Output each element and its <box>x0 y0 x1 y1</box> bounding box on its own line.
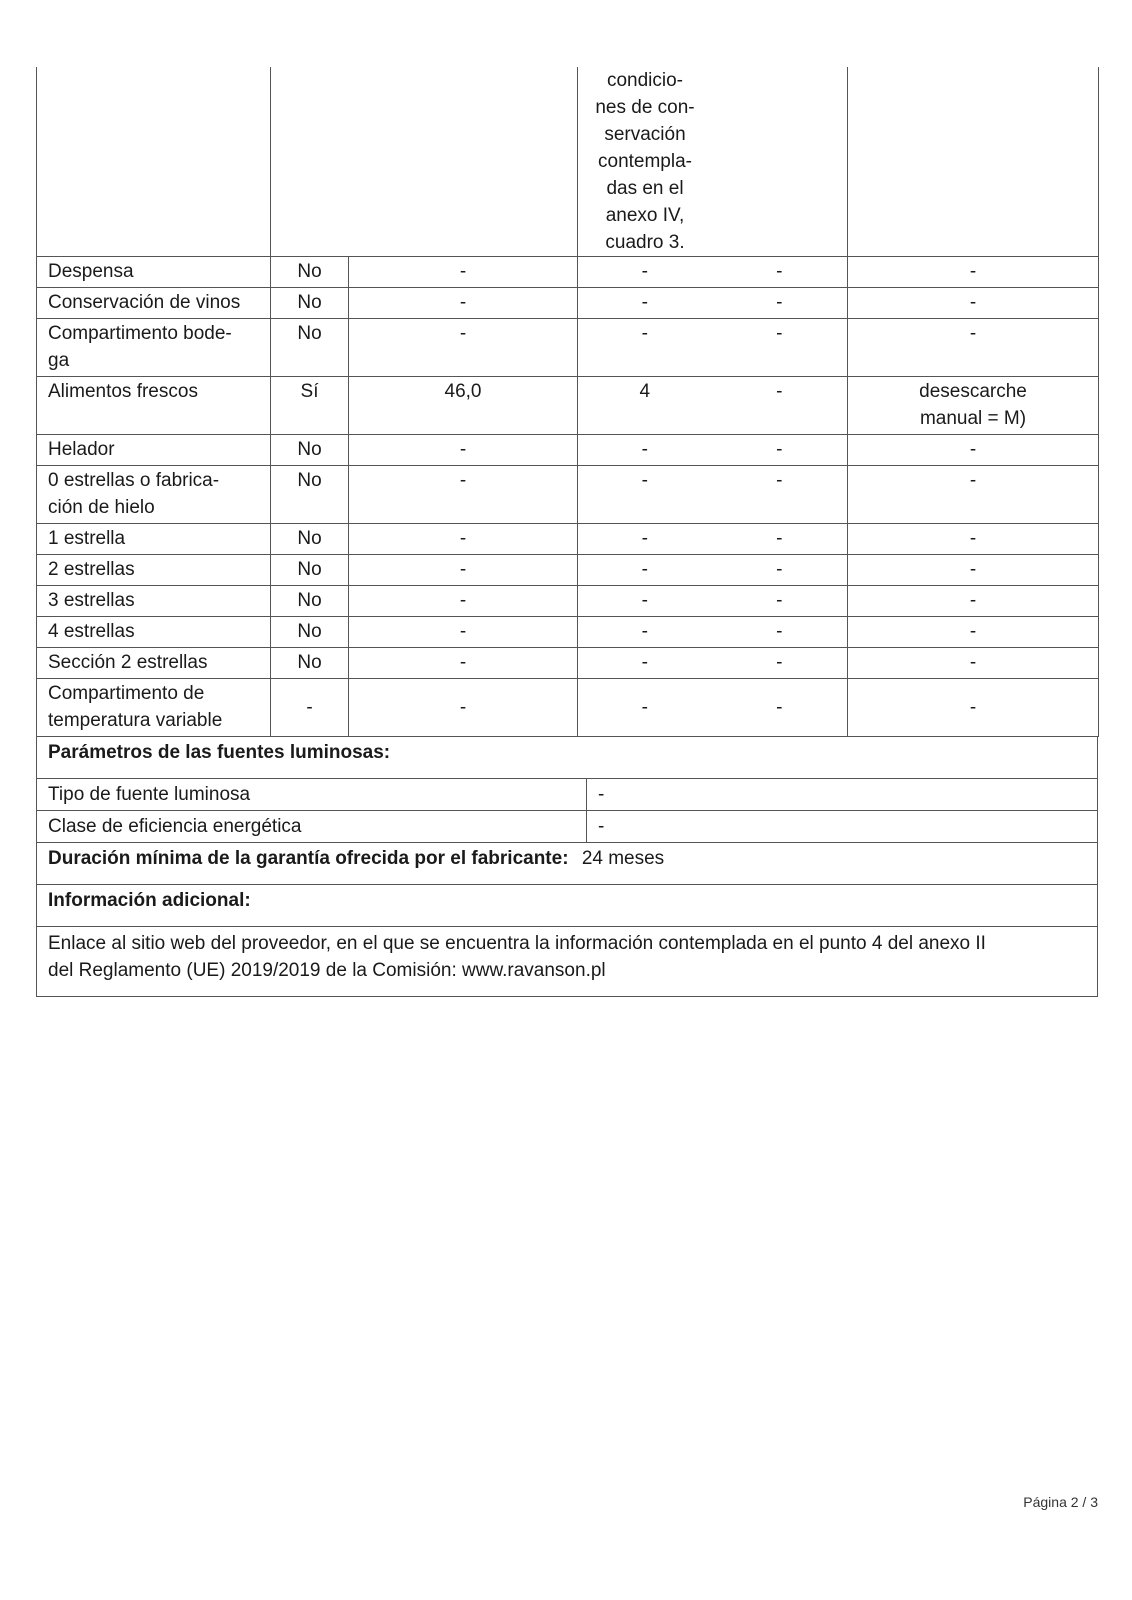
compartment-temperature: - <box>578 466 712 524</box>
compartment-freezing: - <box>712 435 848 466</box>
compartment-freezing: - <box>712 257 848 288</box>
compartment-name: 1 estrella <box>37 524 271 555</box>
compartment-freezing: - <box>712 648 848 679</box>
compartment-name: Alimentos frescos <box>37 377 271 435</box>
warranty-value: 24 meses <box>581 848 665 869</box>
compartment-defrost: - <box>848 586 1099 617</box>
compartment-freezing: - <box>712 377 848 435</box>
compartment-freezing: - <box>712 617 848 648</box>
compartment-defrost: - <box>848 648 1099 679</box>
compartment-defrost: - <box>848 555 1099 586</box>
compartment-defrost: desescarche manual = M) <box>848 377 1099 435</box>
compartment-volume: - <box>349 586 578 617</box>
cell-empty <box>271 67 349 257</box>
compartment-defrost: - <box>848 288 1099 319</box>
light-type-value: - <box>598 784 605 805</box>
light-heading: Parámetros de las fuentes luminosas: <box>48 742 391 763</box>
compartment-volume: - <box>349 555 578 586</box>
compartment-defrost: - <box>848 679 1099 737</box>
compartment-freezing: - <box>712 524 848 555</box>
compartment-defrost: - <box>848 319 1099 377</box>
compartment-present: Sí <box>271 377 349 435</box>
compartment-present: No <box>271 319 349 377</box>
compartment-present: No <box>271 288 349 319</box>
table-row <box>37 679 1099 737</box>
table-row <box>37 524 1099 555</box>
compartment-temperature: - <box>578 555 712 586</box>
compartment-present: No <box>271 466 349 524</box>
additional-heading: Información adicional: <box>37 884 1097 926</box>
compartment-name: 0 estrellas o fabrica- ción de hielo <box>37 466 271 524</box>
compartment-temperature: - <box>578 435 712 466</box>
compartment-volume: - <box>349 288 578 319</box>
compartment-present: No <box>271 586 349 617</box>
light-type-row <box>37 778 1097 810</box>
compartment-volume: - <box>349 435 578 466</box>
light-class-value: - <box>598 816 605 837</box>
compartment-temperature: - <box>578 586 712 617</box>
compartment-present: - <box>271 679 349 737</box>
conservation-note: condicio- nes de con- servación contempla- das en el anexo IV, cuadro 3. <box>595 70 695 253</box>
compartment-freezing: - <box>712 555 848 586</box>
compartment-name: Compartimento bode- ga <box>37 319 271 377</box>
compartment-present: No <box>271 555 349 586</box>
table-row <box>37 257 1099 288</box>
cell-empty <box>848 67 1099 257</box>
cell-empty <box>37 67 271 257</box>
compartment-freezing: - <box>712 466 848 524</box>
compartment-volume: - <box>349 466 578 524</box>
table-row <box>37 435 1099 466</box>
compartment-present: No <box>271 435 349 466</box>
compartment-defrost: - <box>848 524 1099 555</box>
light-class-label: Clase de eficiencia energética <box>37 811 587 842</box>
light-class-row <box>37 810 1097 842</box>
compartment-name: 3 estrellas <box>37 586 271 617</box>
compartment-temperature: - <box>578 319 712 377</box>
table-row <box>37 466 1099 524</box>
compartment-temperature: - <box>578 617 712 648</box>
compartment-volume: - <box>349 648 578 679</box>
compartment-defrost: - <box>848 257 1099 288</box>
compartments-table <box>36 67 1099 737</box>
compartment-freezing: - <box>712 586 848 617</box>
compartment-volume: - <box>349 617 578 648</box>
compartment-name: Despensa <box>37 257 271 288</box>
lower-block <box>36 737 1098 997</box>
compartment-name: Conservación de vinos <box>37 288 271 319</box>
table-row <box>37 555 1099 586</box>
compartment-present: No <box>271 617 349 648</box>
table-row <box>37 586 1099 617</box>
compartment-name: 4 estrellas <box>37 617 271 648</box>
cell-empty <box>578 67 848 257</box>
table-row <box>37 288 1099 319</box>
compartment-temperature: - <box>578 648 712 679</box>
compartment-name: 2 estrellas <box>37 555 271 586</box>
warranty-label: Duración mínima de la garantía ofrecida por el fabricante: <box>48 848 569 869</box>
compartment-present: No <box>271 648 349 679</box>
table-row <box>37 617 1099 648</box>
compartment-defrost: - <box>848 435 1099 466</box>
compartment-temperature: - <box>578 257 712 288</box>
compartment-temperature: 4 <box>578 377 712 435</box>
compartment-present: No <box>271 257 349 288</box>
compartment-volume: - <box>349 524 578 555</box>
compartment-name: Helador <box>37 435 271 466</box>
compartment-volume: - <box>349 319 578 377</box>
light-type-label: Tipo de fuente luminosa <box>37 779 587 810</box>
compartment-name: Compartimento de temperatura variable <box>37 679 271 737</box>
compartment-volume: - <box>349 257 578 288</box>
page-number: Página 2 / 3 <box>1023 1494 1098 1510</box>
compartment-temperature: - <box>578 679 712 737</box>
compartments-body <box>37 67 1099 737</box>
additional-text: Enlace al sitio web del proveedor, en el que se encuentra la información contemplada en el punto 4 del anexo II del Reglamento (UE) 2019/2019 de la Comisión: www.ravanson.pl <box>37 926 1097 996</box>
compartment-freezing: - <box>712 288 848 319</box>
compartment-freezing: - <box>712 679 848 737</box>
compartment-name: Sección 2 estrellas <box>37 648 271 679</box>
compartment-temperature: - <box>578 524 712 555</box>
table-row <box>37 377 1099 435</box>
compartment-defrost: - <box>848 466 1099 524</box>
table-row <box>37 648 1099 679</box>
table-row-continued <box>37 67 1099 257</box>
compartment-present: No <box>271 524 349 555</box>
compartment-freezing: - <box>712 319 848 377</box>
table-row <box>37 319 1099 377</box>
compartment-defrost: - <box>848 617 1099 648</box>
warranty-row <box>37 842 1097 884</box>
cell-empty <box>349 67 578 257</box>
compartment-temperature: - <box>578 288 712 319</box>
compartment-volume: - <box>349 679 578 737</box>
compartment-volume: 46,0 <box>349 377 578 435</box>
